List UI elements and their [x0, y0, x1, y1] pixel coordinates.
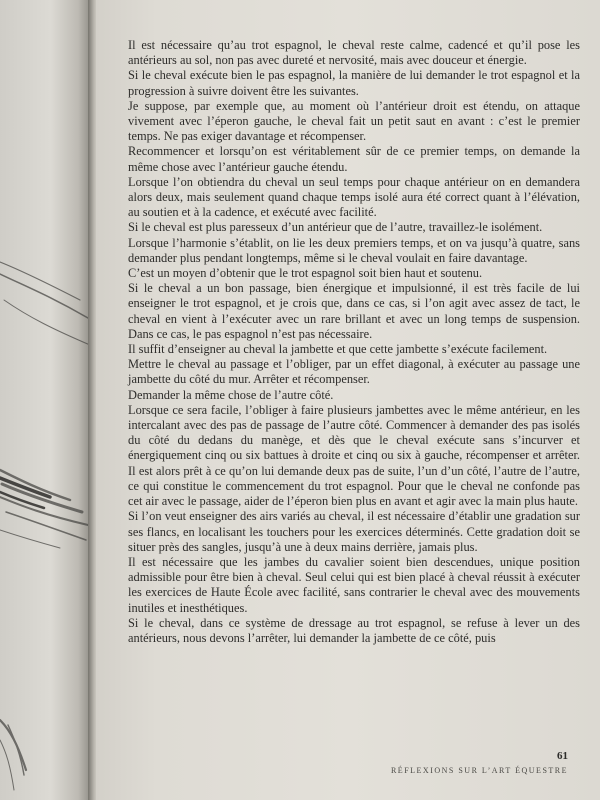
paragraph: Si le cheval est plus paresseux d’un antérieur que de l’autre, travaillez-le isolément. — [128, 220, 543, 235]
paragraph: C’est un moyen d’obtenir que le trot espagnol soit bien haut et soutenu. — [128, 266, 483, 281]
body-text — [128, 38, 580, 646]
paragraph: Mettre le cheval au passage et l’obliger, par un effet diagonal, à exécuter au passage une jambette du côté du mur. Arrêter et récompenser. — [128, 357, 580, 387]
paragraph: Si le cheval exécute bien le pas espagnol, la manière de lui demander le trot espagnol et la progression à suivre doivent être les suivantes. — [128, 68, 580, 98]
paragraph: Il est nécessaire qu’au trot espagnol, le cheval reste calme, cadencé et qu’il pose les antérieurs au sol, non pas avec dureté et nervosité, mais avec douceur et énergie. — [128, 38, 580, 68]
paragraph: Lorsque ce sera facile, l’obliger à faire plusieurs jambettes avec le même antérieur, en les intercalant avec des pas de passage de l’autre côté. Commencer à demander des pas isolés du côté du dedans du manège, et dès que le cheval exécute sans s’incurver et énergiquement cinq ou six battues à droite et cinq ou six à gauche, récompenser et arrêter. Il est alors prêt à ce qu’on lui demande deux pas de suite, l’un d’un côté, l’autre de l’autre, ce qui constitue le commencement du trot espagnol. Pour que le cheval ne confonde pas cet air avec le passage, aider de l’éperon bien plus en avant et agir avec la main plus haute. — [128, 402, 580, 509]
paragraph: Je suppose, par exemple que, au moment où l’antérieur droit est étendu, on attaque vivement avec l’éperon gauche, le cheval fait un petit saut en avant : c’est le premier temps. Ne pas exiger davantage et récompenser. — [128, 98, 580, 144]
paragraph: Si l’on veut enseigner des airs variés au cheval, il est nécessaire d’établir une gradation sur ses flancs, en localisant les touchers pour les exercices déterminés. Cette gradation doit se situer près des sangles, jusqu’à une à deux mains derrière, jamais plus. — [128, 509, 580, 554]
paragraph: Il suffit d’enseigner au cheval la jambette et que cette jambette s’exécute facilement. — [128, 342, 548, 357]
running-footer: RÉFLEXIONS SUR L’ART ÉQUESTRE — [390, 766, 568, 775]
paragraph: Recommencer et lorsqu’on est véritablement sûr de ce premier temps, on demande la même chose avec l’antérieur gauche étendu. — [128, 144, 580, 174]
paragraph: Demander la même chose de l’autre côté. — [128, 387, 334, 402]
paragraph: Lorsque l’harmonie s’établit, on lie les deux premiers temps, et on va jusqu’à quatre, sans demander plus pendant longtemps, même si le cheval voulait en faire davantage. — [128, 235, 580, 265]
left-page-edge — [0, 0, 92, 800]
paragraph: Si le cheval a un bon passage, bien énergique et impulsionné, il est très facile de lui enseigner le trot espagnol, et je crois que, dans ce cas, si l’on agit avec assez de tact, le cheval en vient à l’exécuter avec un rare brillant et avec un long temps de suspension. Dans ce cas, le pas espagnol n’est pas nécessaire. — [128, 281, 580, 341]
paragraph: Lorsque l’on obtiendra du cheval un seul temps pour chaque antérieur on en demandera alors deux, mais seulement quand chaque temps isolé aura été correct quant à l’élévation, au soutien et à la cadence, et exécuté avec facilité. — [128, 174, 580, 220]
page-number: 61 — [557, 750, 568, 762]
paragraph: Il est nécessaire que les jambes du cavalier soient bien descendues, unique position admissible pour être bien à cheval. Seul celui qui est bien placé à cheval réussit à exécuter les exercices de Haute École avec facilité, sans contrarier le cheval avec des mouvements inutiles et inesthétiques. — [128, 554, 580, 615]
pencil-sketch-illustration — [0, 0, 92, 800]
book-page — [96, 0, 600, 800]
paragraph: Si le cheval, dans ce système de dressage au trot espagnol, se refuse à lever un des antérieurs, nous devons l’arrêter, lui demander la jambette de ce côté, puis — [128, 615, 580, 645]
